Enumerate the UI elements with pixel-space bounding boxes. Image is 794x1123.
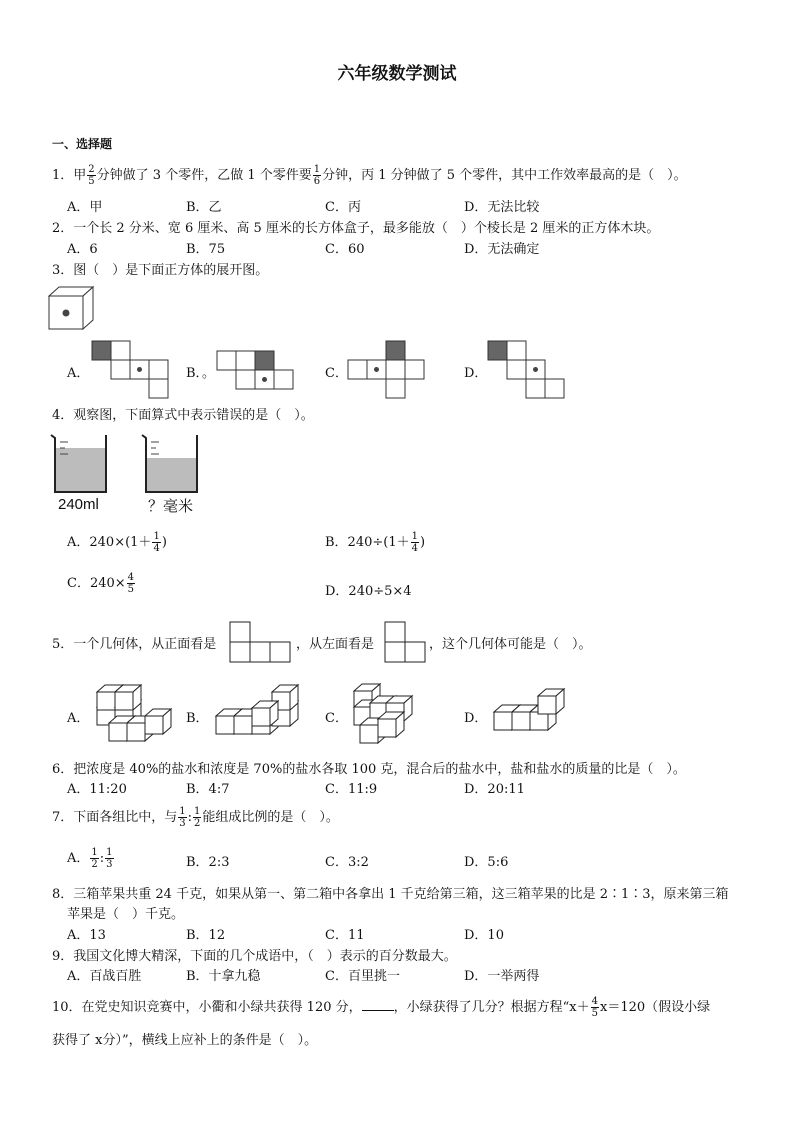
q2-option-a[interactable]: A．6 (67, 242, 98, 257)
q6-option-b[interactable]: B．4:7 (186, 782, 230, 797)
q5-text-mid: ，从左面看是 (296, 637, 375, 652)
q4-option-c[interactable]: C．240× $\frac{4}{5}$ (67, 572, 135, 595)
net-d (488, 341, 568, 401)
fraction: $\frac{1}{6}$ (313, 164, 321, 187)
q2-option-b[interactable]: B．75 (186, 242, 226, 257)
beaker-1-label: 240ml (58, 496, 99, 513)
q6-option-a[interactable]: A．11:20 (67, 782, 127, 797)
q5-option-b[interactable]: B． (186, 711, 209, 726)
q1-text-post: 分钟，丙 1 分钟做了 5 个零件，其中工作效率最高的是（ ）。 (322, 168, 687, 183)
q1-option-c[interactable]: C．丙 (325, 200, 361, 215)
q9-option-c[interactable]: C．百里挑一 (325, 969, 400, 984)
q1-option-a[interactable]: A．甲 (67, 200, 103, 215)
net-c (348, 341, 428, 401)
q1-option-b[interactable]: B．乙 (186, 200, 222, 215)
q8-option-b[interactable]: B．12 (186, 928, 226, 943)
fraction: $\frac{2}{5}$ (88, 164, 95, 187)
question-7: 7．下面各组比中，与 $\frac{1}{3}$ : $\frac{1}{2}$ 能组成比例的是（ ）。 (52, 806, 339, 829)
beaker-2-label: ？毫米 (148, 497, 194, 515)
q8-option-c[interactable]: C．11 (325, 928, 365, 943)
q8-option-a[interactable]: A．13 (67, 928, 106, 943)
q3-option-b[interactable]: B．。 (186, 366, 216, 381)
q7-option-b[interactable]: B．2:3 (186, 855, 230, 870)
q3-option-a[interactable]: A． (67, 366, 90, 381)
beaker-full-icon (50, 434, 112, 494)
q5-option-c[interactable]: C． (325, 711, 348, 726)
q7-option-c[interactable]: C．3:2 (325, 855, 369, 870)
net-b (217, 351, 297, 393)
q5-option-a[interactable]: A． (67, 711, 90, 726)
beaker-partial-icon (141, 434, 203, 494)
q9-option-b[interactable]: B．十拿九稳 (186, 969, 261, 984)
q7-option-a[interactable]: A． $\frac{1}{2}$ : $\frac{1}{3}$ (67, 847, 113, 870)
q5-text-pre: 5．一个几何体，从正面看是 (52, 637, 217, 652)
q4-option-b[interactable]: B．240÷(1＋ $\frac{1}{4}$ ) (325, 531, 426, 554)
section-heading: 一、选择题 (52, 137, 113, 151)
question-8-line-2: 苹果是（ ）千克。 (67, 907, 185, 922)
q2-option-c[interactable]: C．60 (325, 242, 365, 257)
left-view-figure (384, 621, 428, 663)
q9-option-d[interactable]: D．一举两得 (464, 969, 540, 984)
question-10-line-1: 10．在党史知识竞赛中，小衢和小绿共获得 120 分， ，小绿获得了几分？根据方程“x＋ $\frac{4}{5}$ x＝120（假设小绿 (52, 996, 711, 1019)
q5-option-d[interactable]: D． (464, 711, 488, 726)
question-2: 2．一个长 2 分米、宽 6 厘米、高 5 厘米的长方体盒子，最多能放（ ）个棱长是 2 厘米的正方体木块。 (52, 221, 660, 236)
q6-option-d[interactable]: D．20:11 (464, 782, 525, 797)
q3-option-d[interactable]: D． (464, 366, 488, 381)
q7-option-d[interactable]: D．5:6 (464, 855, 509, 870)
question-4: 4．观察图，下面算式中表示错误的是（ ）。 (52, 408, 314, 423)
page-title: 六年级数学测试 (337, 64, 457, 84)
question-6: 6．把浓度是 40%的盐水和浓度是 70%的盐水各取 100 克，混合后的盐水中，盐和盐水的质量的比是（ ）。 (52, 762, 686, 777)
solid-c (352, 681, 414, 749)
q6-option-c[interactable]: C．11:9 (325, 782, 378, 797)
q1-option-d[interactable]: D．无法比较 (464, 200, 540, 215)
solid-b (214, 686, 304, 744)
question-9: 9．我国文化博大精深，下面的几个成语中，（ ）表示的百分数最大。 (52, 949, 457, 964)
q4-option-a[interactable]: A．240×(1＋ $\frac{1}{4}$ ) (67, 531, 167, 554)
question-8-line-1: 8．三箱苹果共重 24 千克，如果从第一、第二箱中各拿出 1 千克给第三箱，这三箱苹果的比是 2∶1∶3，原来第三箱 (52, 887, 729, 902)
q1-text-pre: 1．甲 (52, 168, 87, 183)
cube-figure (46, 286, 96, 332)
question-1 (52, 164, 687, 187)
answer-blank[interactable] (362, 998, 394, 1011)
q3-option-c[interactable]: C． (325, 366, 348, 381)
q2-option-d[interactable]: D．无法确定 (464, 242, 540, 257)
q9-option-a[interactable]: A．百战百胜 (67, 969, 142, 984)
q5-text-post: ，这个几何体可能是（ ）。 (429, 637, 592, 652)
q1-text-mid: 分钟做了 3 个零件，乙做 1 个零件要 (96, 168, 312, 183)
q8-option-d[interactable]: D．10 (464, 928, 504, 943)
solid-a (95, 683, 167, 745)
front-view-figure (229, 621, 293, 663)
question-10-line-2: 获得了 x分）”，横线上应补上的条件是（ ）。 (52, 1033, 318, 1048)
question-3: 3．图（ ）是下面正方体的展开图。 (52, 263, 269, 278)
solid-d (492, 686, 566, 742)
net-a (92, 341, 172, 401)
q4-option-d[interactable]: D．240÷5×4 (325, 584, 412, 599)
